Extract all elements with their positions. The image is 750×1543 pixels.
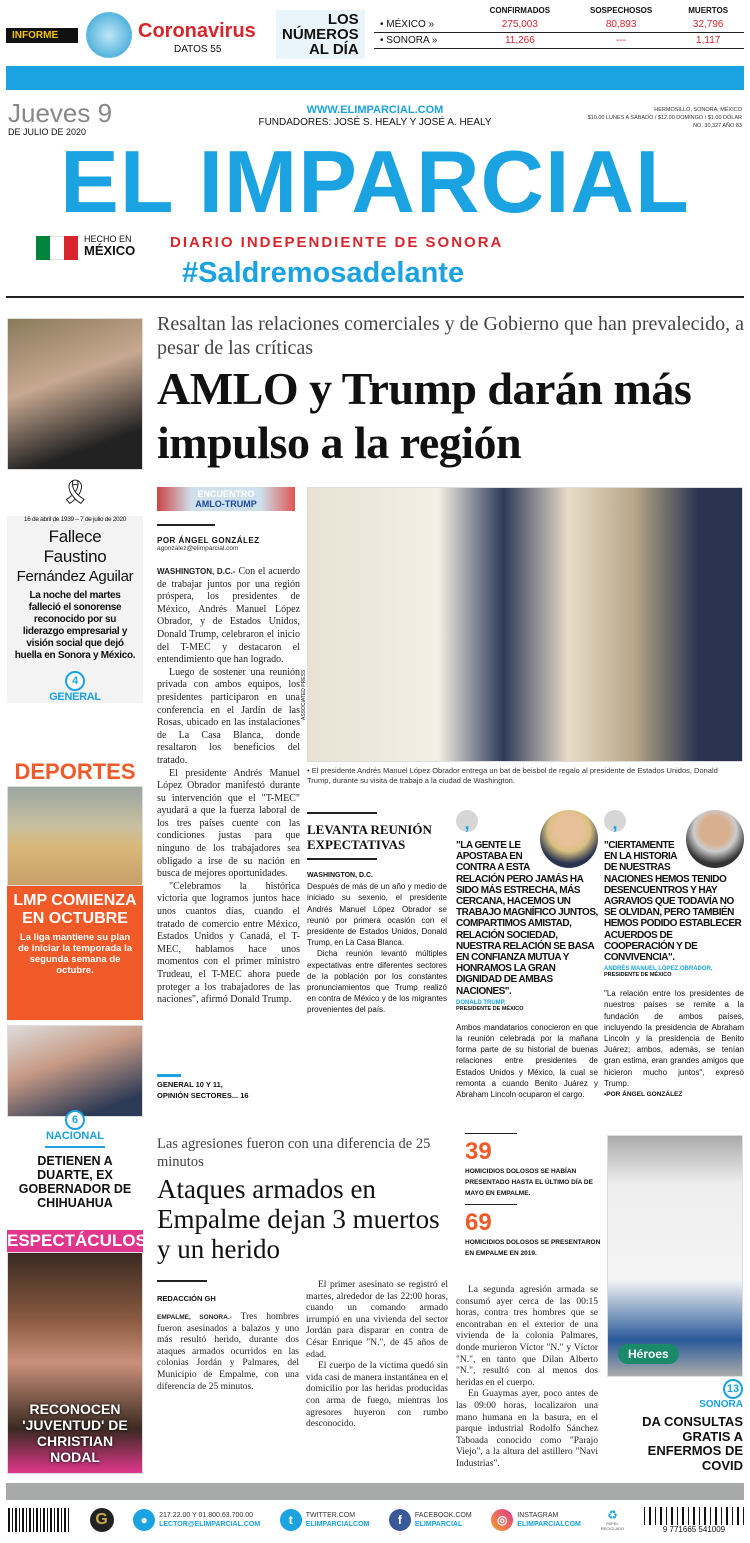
recycle-icon: ♻ PAPEL RECICLADO <box>600 1508 625 1531</box>
site-url[interactable]: WWW.ELIMPARCIAL.COM <box>306 104 444 116</box>
divider <box>307 812 377 814</box>
divider <box>157 524 215 526</box>
lead-byline: POR ÁNGEL GONZÁLEZ agonzalez@elimparcial.com <box>157 536 297 552</box>
footer-instagram[interactable]: ◎ INSTAGRAM ELIMPARCIALCOM <box>491 1509 581 1531</box>
masthead <box>0 96 750 296</box>
publisher-logo-icon: G <box>90 1508 114 1532</box>
value: 80,893 <box>605 19 637 30</box>
date-day: Jueves 9 <box>8 98 113 128</box>
quote-amlo: , "CIERTAMENTE EN LA HISTORIA DE NUESTRAS NACIONES HEMOS TENIDO DESENCUENTROS Y HAY AGRAVIOS QUE TODAVÍA NO SE OLVIDAN, PERO TAMBIÉN HEMOS PODIDO ESTABLECER ACUERDOS DE COOPERACIÓN Y DE CONVIVENCIA". ANDRÉS MANUEL LÓPEZ OBRADOR, PRESIDENTE DE MÉXICO "La relación entre los presidentes de nuestros países se remite a la fundación de ambos países, incluyendo la presidencia de Abraham Lincoln y la presidencia de Benito Juárez; ambos, además, se tenían gran estima, eran grandes amigos que hicieron mucho juntos", expresó Trump. •POR ÁNGEL GONZÁLEZ <box>604 810 744 1098</box>
trump-avatar <box>540 810 598 868</box>
stat-text: HOMICIDIOS DOLOSOS SE HABÍAN PRESENTADO HASTA EL ÚLTIMO DÍA DE MAYO EN EMPALME. <box>465 1168 593 1197</box>
sidebar-story-body-cont: Ambos mandatarios conocieron en que la reunión celebrada por la mañana forma parte de su historial de buenas relaciones entre presidentes de Estados Unidos y México, la cual se remonta a cuando Benito Juárez y Abraham Lincoln ocuparon el cargo. <box>456 1022 598 1100</box>
second-headline[interactable]: Ataques armados en Empalme dejan 3 muertos y un herido <box>157 1174 440 1264</box>
covid-subtitle: DATOS 55 <box>174 44 222 55</box>
footer <box>8 1504 744 1536</box>
footer-facebook[interactable]: f FACEBOOK.COM ELIMPARCIAL <box>389 1509 472 1531</box>
photo-caption: • El presidente Andrés Manuel López Obrador entrega un bat de beisbol de regalo al presidente de Estados Unidos, Donald Trump, durante su visita de trabajo a la ciudad de Washington. <box>307 766 718 785</box>
virus-icon <box>86 12 132 58</box>
sidebar-story-body-cont2: "La relación entre los presidentes de nuestros países se remite a la fundación de ambos países, incluyendo la presidencia de Abraham Lincoln y la presidencia de Benito Juárez; ambos, además, se tenían gran estima, eran grandes amigos que hicieron mucho juntos", expresó Trump. •POR ÁNGEL GONZÁLEZ <box>604 989 744 1099</box>
blue-band <box>6 66 744 90</box>
section-number-badge: 13 <box>723 1379 743 1399</box>
footer-contact[interactable]: ● 217.22.00 Y 01.800.63.700.00 LECTOR@ELIMPARCIAL.COM <box>133 1509 260 1531</box>
footer-twitter[interactable]: t TWITTER.COM ELIMPARCIALCOM <box>280 1509 370 1531</box>
national-headline[interactable]: DETIENEN A DUARTE, EX GOBERNADOR DE CHIHUAHUA <box>18 1154 132 1210</box>
mourning-ribbon-icon: 🎗 <box>60 479 91 506</box>
quote-trump: , "LA GENTE LE APOSTABA EN CONTRA A ESTA RELACIÓN PERO JAMÁS HA SIDO MÁS ESTRECHA, MÁS CERCANA, HACEMOS UN TRABAJO MAGNÍFICO JUNTOS, COMPARTIMOS AMISTAD, RELACIÓN SOCIEDAD, NUESTRA RELACIÓN SE BASA EN CONFIANZA MUTUA Y HONRAMOS LA GRAN DIGNIDAD DE AMBAS NACIONES". DONALD TRUMP, PRESIDENTE DE MÉXICO Ambos mandatarios conocieron en que la reunión celebrada por la mañana forma parte de su historial de buenas relaciones entre presidentes de Estados Unidos y México, la cual se remonta a cuando Benito Juárez y Abraham Lincoln ocuparon el cargo. <box>456 810 598 1100</box>
section-number-badge: 4 <box>65 671 85 691</box>
sidebar-story-body: WASHINGTON, D.C. Después de más de un año y medio de iniciado su sexenio, el presidente Andrés Manuel López Obrador se reunió por primera ocasión con el presidente de Estados Unidos, Donald Trump, en La Casa Blanca. Dicha reunión levantó múltiples expectativas entre diferentes sectores de la población por los constantes pronunciamientos que Trump realizó en contra de México y de los migrantes provenientes del país. <box>307 872 447 1015</box>
facebook-icon: f <box>389 1509 411 1531</box>
photo-credit: ASSOCIATED PRESS <box>301 669 307 720</box>
covid-title: Coronavirus <box>138 20 256 42</box>
informe-tag: INFORME <box>6 28 78 43</box>
quote-icon: , <box>604 810 626 832</box>
newspaper-logo: EL IMPARCIAL <box>60 132 690 231</box>
duarte-photo <box>7 1025 143 1117</box>
tagline: DIARIO INDEPENDIENTE DE SONORA <box>170 234 504 251</box>
value: 11,266 <box>504 35 535 46</box>
masthead-divider <box>6 296 744 298</box>
espectaculos-label[interactable]: ESPECTÁCULOS <box>7 1231 147 1250</box>
lead-kicker: Resaltan las relaciones comerciales y de Gobierno que han prevalecido, a pesar de las críticas <box>157 313 744 359</box>
obituary: 16 de abril de 1939 – 7 de julio de 2020 Fallece Faustino Fernández Aguilar La noche del martes falleció el sonorense reconocido por su liderazgo empresarial y visión social que dejó huella en Sonora y México. 4 GENERAL <box>7 516 143 703</box>
date-month: DE JULIO DE 2020 <box>8 127 87 137</box>
nodal-photo[interactable] <box>7 1252 143 1474</box>
divider <box>157 1280 207 1282</box>
sidebar-story-signoff: •POR ÁNGEL GONZÁLEZ <box>604 1091 683 1099</box>
founders: FUNDADORES: JOSÉ S. HEALY Y JOSÉ A. HEALY <box>258 117 492 128</box>
obituary-photo <box>7 318 143 470</box>
value: 32,796 <box>692 19 724 30</box>
stat-number: 39 <box>465 1138 492 1165</box>
amlo-avatar <box>686 810 744 868</box>
los-numeros: LOS NÚMEROS AL DÍA <box>276 10 365 59</box>
shows-headline: RECONOCEN 'JUVENTUD' DE CHRISTIAN NODAL <box>22 1401 128 1465</box>
nacional-section <box>7 1110 143 1212</box>
second-byline: REDACCIÓN GH <box>157 1294 216 1303</box>
section-link-nacional[interactable]: NACIONAL <box>45 1130 105 1142</box>
mexico-flag-icon <box>36 236 78 260</box>
second-body-col1: EMPALME, SONORA.- Tres hombres fueron asesinados a balazos y uno más resultó herido, durante dos ataques armados ocurridos en las colonias Jordán y Palmares, del Municipio de Empalme, con una diferencia de 25 minutos. <box>157 1312 299 1392</box>
row-label: • SONORA » <box>380 35 438 46</box>
stat-text: HOMICIDIOS DOLOSOS SE PRESENTARON EN EMPALME EN 2019. <box>465 1239 601 1257</box>
baseball-photo <box>7 786 143 886</box>
health-worker-photo[interactable] <box>607 1135 743 1377</box>
col-sospechosos: SOSPECHOSOS <box>590 6 653 15</box>
stat-number: 69 <box>465 1209 492 1236</box>
edition-info: HERMOSILLO, SONORA, MÉXICO $10.00 LUNES A SÁBADO / $12.00 DOMINGO / $1.00 DÓLAR NO. 30,327 AÑO 83 <box>587 107 742 129</box>
value: 1,117 <box>696 35 721 46</box>
barcode-left <box>8 1508 70 1532</box>
twitter-icon: t <box>280 1509 302 1531</box>
sports-box[interactable]: LMP COMIENZA EN OCTUBRE La liga mantiene su plan de iniciar la temporada la segunda semana de octubre. <box>7 886 143 1020</box>
second-body-col2: El primer asesinato se registró el martes, alrededor de las 22:00 horas, cuando un comando armado irrumpió en una vivienda del sector Jordán para disparar en contra de César Enrique "N.", de 45 años de edad. El cuerpo de la víctima quedó sin vida casi de manera instantánea en el domicilio por las heridas producidas con arma de fuego, mientras los agresores huyeron con rumbo desconocido. <box>306 1280 448 1430</box>
covid-promo[interactable] <box>607 1379 743 1473</box>
amlo-trump-photo <box>307 487 743 762</box>
value: --- <box>616 35 627 46</box>
col-muertos: MUERTOS <box>688 6 729 15</box>
section-link-sonora[interactable]: SONORA <box>699 1399 743 1410</box>
covid-promo-headline: DA CONSULTAS GRATIS A ENFERMOS DE COVID <box>642 1414 743 1473</box>
footer-bar <box>6 1483 744 1500</box>
encuentro-badge: ENCUENTRO AMLO-TRUMP <box>157 487 295 511</box>
value: 275,003 <box>501 19 538 30</box>
author-email[interactable]: agonzalez@elimparcial.com <box>157 545 239 552</box>
sidebar-story-headline[interactable]: LEVANTA REUNIÓN EXPECTATIVAS <box>307 822 432 852</box>
lead-headline[interactable]: AMLO y Trump darán más impulso a la región <box>157 363 692 468</box>
second-kicker: Las agresiones fueron con una diferencia de 25 minutos <box>157 1136 431 1170</box>
user-icon: ● <box>133 1509 155 1531</box>
second-body-col3: La segunda agresión armada se consumó ayer cerca de las 00:15 horas, contra tres hombres que se encontraban en el exterior de una vivienda de la colonia Palmares, donde murieron Víctor "N." y Víctor "N.", en tanto que Dilan Alberto "N.", resultó con al menos dos heridas en el cuerpo. En Guaymas ayer, poco antes de las 09:00 horas, localizaron una mano humana en la basura, en el parque industrial Rodolfo Sánchez Taboada conocido como "Parajo Viejo", a la altura del astillero "Navi Industrias". <box>456 1285 598 1469</box>
instagram-icon: ◎ <box>491 1509 513 1531</box>
section-link-general[interactable]: GENERAL <box>49 691 101 703</box>
lead-refs[interactable]: GENERAL 10 Y 11, OPINIÓN SECTORES... 16 <box>157 1074 297 1101</box>
lead-body: WASHINGTON, D.C.- Con el acuerdo de trabajar juntos por una región próspera, los presidentes de México, Andrés Manuel López Obrador, y de Estados Unidos, Donald Trump, celebraron el inicio del T-MEC y destacaron el entendimiento que han logrado. Luego de sostener una reunión privada con ambos equipos, los presidentes participaron en una conferencia en el Jardín de las Rosas, ubicado en las instalaciones de La Casa Blanca, donde resaltaron los beneficios del tratado. El presidente Andrés Manuel López Obrador manifestó durante su intervención que el "T-MEC" ayudará a que la fuerza laboral de los tres países cuente con las condiciones justas para que ninguno de los trabajadores sea obligado a irse de su nación en busca de mejores oportunidades. "Celebramos la histórica victoria que logramos juntos hace unos cuantos días, cuando el tratado de comercio entre México, Estados Unidos y Canadá, el T-MEC, hablamos hace unos momentos con el primer ministro Trudeau, el T-MEC ahora puede proteger a los trabajadores de las naciones", afirmó Donald Trump. <box>157 566 300 1006</box>
quote-icon: , <box>456 810 478 832</box>
row-label: • MÉXICO » <box>380 19 435 30</box>
hecho-en: HECHO EN MÉXICO <box>84 234 136 258</box>
divider <box>307 858 377 860</box>
deportes-label[interactable]: DEPORTES <box>14 759 136 784</box>
stat-box <box>465 1133 601 1259</box>
barcode-right: 9 771665 541009 <box>644 1507 744 1534</box>
covid-banner <box>6 8 744 64</box>
section-number-badge: 6 <box>65 1110 85 1130</box>
heroes-badge: Héroes <box>618 1344 679 1364</box>
hashtag: #Saldremosadelante <box>182 257 465 289</box>
covid-table <box>374 4 744 49</box>
col-confirmados: CONFIRMADOS <box>489 6 551 15</box>
